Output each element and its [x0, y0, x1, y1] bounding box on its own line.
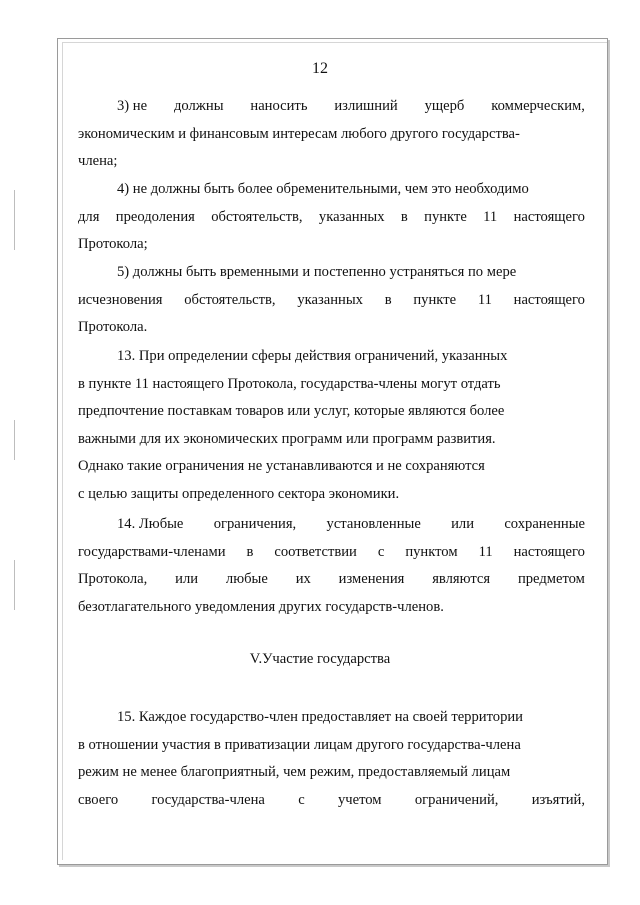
word: указанных	[297, 291, 363, 308]
text-line	[78, 566, 585, 594]
word: 11	[483, 208, 498, 225]
word: пункте	[413, 291, 457, 308]
text-line: Однако такие ограничения не устанавливаются и не сохраняются	[78, 458, 485, 474]
word: изъятий,	[531, 791, 585, 808]
word: настоящего	[513, 208, 585, 225]
word: с	[298, 791, 305, 808]
word: коммерческим,	[491, 98, 585, 114]
text-line: 5) должны быть временными и постепенно устраняться по мере	[117, 264, 517, 280]
word: ограничений,	[414, 791, 499, 808]
text-line: 13. При определении сферы действия ограничений, указанных	[117, 348, 508, 364]
word: наносить	[250, 98, 308, 114]
word: должны	[173, 98, 224, 114]
word: указанных	[318, 208, 385, 225]
word: исчезновения	[78, 291, 163, 308]
paragraph-item-3	[78, 93, 585, 176]
word: преодоления	[115, 208, 195, 225]
word: 3) не	[117, 98, 148, 114]
word: или	[175, 571, 199, 587]
paragraph-item-14	[78, 511, 585, 621]
text-line	[78, 787, 585, 815]
text-line: Протокола.	[78, 319, 148, 335]
text-line: 4) не должны быть более обременительными, чем это необходимо	[117, 181, 529, 197]
scan-artifact	[14, 420, 15, 460]
word: соответствии	[274, 543, 357, 560]
text-line	[78, 539, 585, 567]
text-line: Протокола;	[78, 236, 148, 252]
word: обстоятельств,	[184, 291, 276, 308]
word: 14. Любые	[117, 516, 184, 532]
word: установленные	[326, 516, 421, 532]
text-line: безотлагательного уведомления других государств-членов.	[78, 598, 444, 615]
text-line: важными для их экономических программ или программ развития.	[78, 430, 496, 447]
text-line: в отношении участия в приватизации лицам другого государства-члена	[78, 736, 521, 753]
word: настоящего	[513, 291, 585, 308]
paragraph-item-13	[78, 343, 585, 508]
text-line	[78, 204, 585, 232]
text-line: экономическим и финансовым интересам любого другого государства-	[78, 125, 520, 142]
text-line	[78, 287, 585, 315]
word: излишний	[334, 98, 398, 114]
word: с	[377, 543, 385, 560]
word: в	[384, 291, 392, 308]
word: пункте	[424, 208, 467, 225]
word: сохраненные	[504, 516, 585, 532]
word: любые	[225, 571, 268, 587]
word: изменения	[338, 571, 405, 587]
paragraph-item-4	[78, 176, 585, 259]
word: предметом	[517, 571, 585, 587]
text-line: с целью защиты определенного сектора экономики.	[78, 485, 400, 502]
paragraph-item-15	[78, 704, 585, 814]
word: ограничения,	[213, 516, 297, 532]
word: 11	[477, 291, 492, 308]
word: в	[246, 543, 254, 560]
word: являются	[432, 571, 491, 587]
text-line	[78, 511, 585, 539]
text-line: в пункте 11 настоящего Протокола, государства-члены могут отдать	[78, 375, 501, 392]
word: ущерб	[424, 98, 465, 114]
word: Протокола,	[78, 571, 148, 587]
text-line	[78, 93, 585, 121]
text-line: 15. Каждое государство-член предоставляет на своей территории	[117, 709, 523, 725]
page-number: 12	[312, 60, 328, 77]
word: настоящего	[513, 543, 585, 560]
word: 11	[478, 543, 493, 560]
word: в	[400, 208, 408, 225]
word: государствами-членами	[78, 543, 226, 560]
scan-artifact	[14, 190, 15, 250]
scan-artifact	[14, 560, 15, 610]
word: или	[451, 516, 475, 532]
paragraph-item-5	[78, 259, 585, 342]
section-heading: V.Участие государства	[249, 651, 391, 667]
word: для	[78, 208, 100, 225]
word: обстоятельств,	[211, 208, 303, 225]
word: государства-члена	[151, 791, 265, 808]
text-line: режим не менее благоприятный, чем режим, предоставляемый лицам	[78, 764, 511, 780]
word: пунктом	[405, 543, 458, 560]
word: своего	[78, 791, 119, 808]
text-line: предпочтение поставкам товаров или услуг, которые являются более	[78, 403, 505, 419]
word: их	[295, 571, 311, 587]
word: учетом	[337, 791, 382, 808]
text-line: члена;	[78, 153, 118, 169]
